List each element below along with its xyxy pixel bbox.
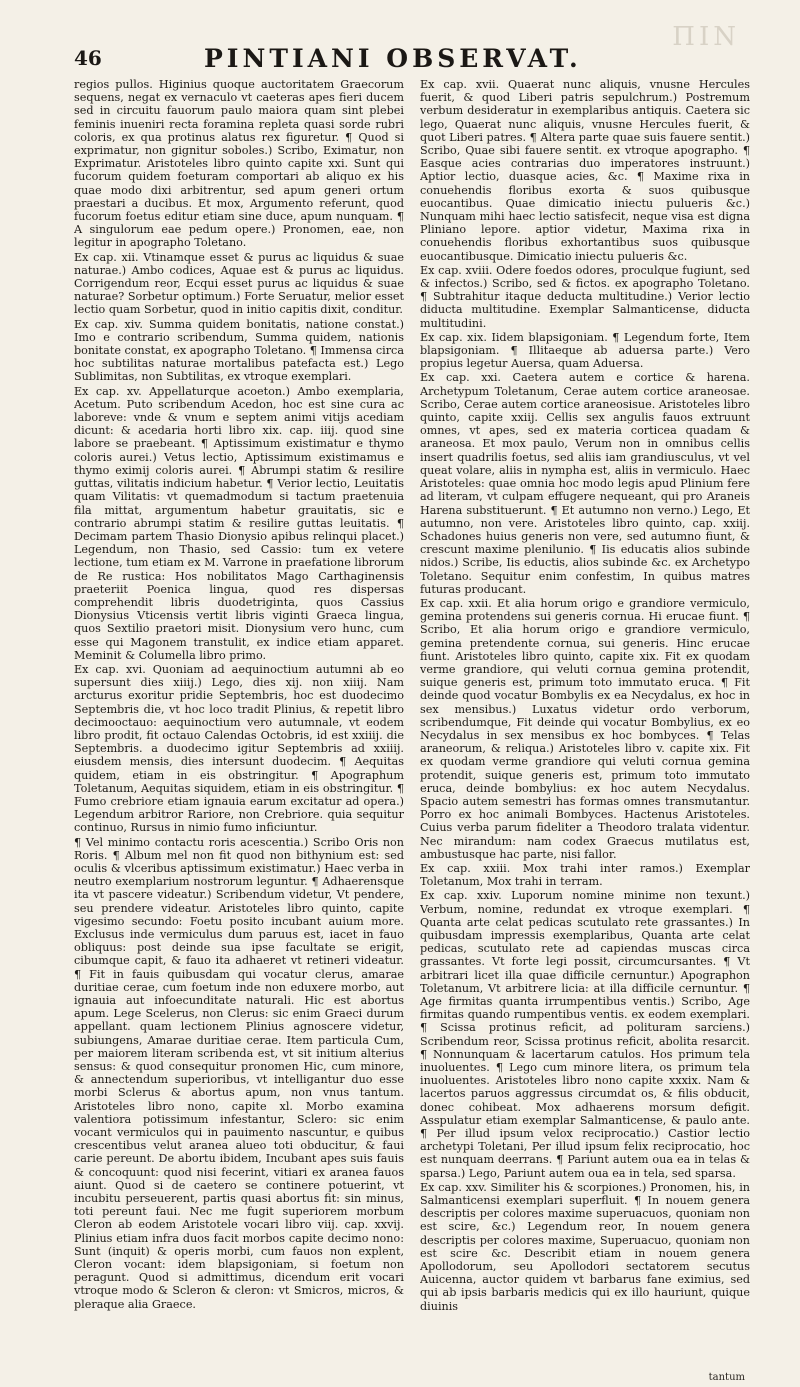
paragraph: Ex cap. xvi. Quoniam ad aequinoctium autumni ab eo supersunt dies xiiij.) Lego, dies xij. non xiiij. Nam arcturus exoritur pridie Septembris, hoc est duodecimo Septembris die, vt hoc loco tradit Plinius, & repetit libro decimooctauo: aequinoctium vero autumnale, vt eodem libro prodit, fit octauo Calendas Octobris, id est xxiiij. die Septembris. a duodecimo igitur Septembris ad xxiiij. eiusdem mensis, dies intersunt duodecim. ¶ Aequitas quidem, etiam in eis obstringitur. ¶ Apographum Toletanum, Aequitas siquidem, etiam in eis obstringitur. ¶ Fumo crebriore etiam ignauia earum excitatur ad opera.) Legendum arbitror Rariore, non Crebriore. quia sequitur continuo, Rursus in nimio fumo inficiuntur.: [74, 662, 404, 835]
paragraph: regios pullos. Higinius quoque auctoritatem Graecorum sequens, negat ex vernaculo vt caeteras apes fieri ducem sed in circuitu fauorum paulo maiora quam sint plebei feminis inueniri recta foramina repleta quasi sorde rubri coloris, ex qua protinus alatus rex figuretur. ¶ Quod si exprimatur, non gignitur soboles.) Scribo, Eximatur, non Exprimatur. Aristoteles libro quinto capite xxi. Sunt qui fucorum quidem foeturam comportari ab aliquo ex his quae modo dixi arbitrentur, sed apum generi ortum praestari a ducibus. Et mox, Argumento referunt, quod fucorum foetus editur etiam sine duce, apum nunquam. ¶ A singulorum eae pedum opere.) Pronomen, eae, non legitur in apographo Toletano.: [74, 78, 404, 250]
paragraph: Ex cap. xxiii. Mox trahi inter ramos.) Exemplar Toletanum, Mox trahi in terram.: [420, 861, 750, 889]
right-column: [420, 78, 750, 1374]
paragraph: Ex cap. xvii. Quaerat nunc aliquis, vnusne Hercules fuerit, & quod Liberi patris sepulchrum.) Postremum verbum desideratur in exemplaribus antiquis. Caetera sic lego, Quaerat nunc aliquis, vnusne Hercules fuerit, & quot Liberi patres. ¶ Altera parte quae suis fauere sentit.) Scribo, Quae sibi fauere sentit. ex vtroque apographo. ¶ Easque acies contrarias duo imperatores instruunt.) Aptior lectio, duasque acies, &c. ¶ Maxime rixa in conuehendis floribus exorta & suos quibusque euocantibus. Quae dimicatio iniectu pulueris &c.) Nunquam mihi haec lectio satisfecit, neque visa est digna Pliniano lepore. aptior videtur, Maxima rixa in conuehendis floribus exhortantibus suos quibusque euocantibusque. Dimicatio iniectu pulueris &c.: [420, 78, 750, 263]
paragraph: Ex cap. xv. Appellaturque acoeton.) Ambo exemplaria, Acetum. Puto scribendum Acedon, hoc est sine cura ac laboreve: vnde & vnum e septem animi vitijs acediam dicunt: & acedaria horti libro xix. cap. iiij. quod sine labore se praebeant. ¶ Aptissimum existimatur e thymo coloris aurei.) Vetus lectio, Aptissimum existimamus e thymo eximij coloris aurei. ¶ Abrumpi statim & resilire guttas, vilitatis indicium habetur. ¶ Verior lectio, Leuitatis quam Vilitatis: vt quemadmodum si tactum praetenuia fila mittat, argumentum habetur grauitatis, sic e contrario abrumpi statim & resilire guttas leuitatis. ¶ Decimam partem Thasio Dionysio apibus relinqui placet.) Legendum, non Thasio, sed Cassio: tum ex vetere lectione, tum etiam ex M. Varrone in praefatione librorum de Re rustica: Hos nobilitatos Mago Carthaginensis praeteriit Poenica lingua, quod res dispersas comprehendit libris duodetriginta, quos Cassius Dionysius Vticensis vertit libris viginti Graeca lingua, quos Sextilio praetori misit. Dionysium vero hunc, cum esse qui Magonem transtulit, ex indice etiam apparet. Meminit & Columella libro primo.: [74, 384, 404, 662]
paragraph: Ex cap. xix. Iidem blapsigoniam. ¶ Legendum forte, Item blapsigoniam. ¶ Illitaeque ab aduersa parte.) Vero propius legetur Auersa, quam Aduersa.: [420, 330, 750, 371]
paragraph: Ex cap. xiv. Summa quidem bonitatis, natione constat.) Imo e contrario scribendum, Summa quidem, nationis bonitate constat, ex apographo Toletano. ¶ Immensa circa hoc subtilitas naturae mortalibus patefacta est.) Lego Sublimitas, non Subtilitas, ex vtroque exemplari.: [74, 317, 404, 384]
paragraph: Ex cap. xii. Vtinamque esset & purus ac liquidus & suae naturae.) Ambo codices, Aquae est & purus ac liquidus. Corrigendum reor, Ecqui esset purus ac liquidus & suae naturae? Sorbetur optimum.) Forte Seruatur, melior esset lectio quam Sorbetur, quod in initio capitis dixit, conditur.: [74, 250, 404, 317]
bleed-through-text: ΠΙΝ: [672, 22, 740, 52]
paragraph: ¶ Vel minimo contactu roris acescentia.) Scribo Oris non Roris. ¶ Album mel non fit quod non bithynium est: sed oculis & vlceribus aptissimum existimatur.) Haec verba in neutro exemplarium nostrorum leguntur. ¶ Adhaerensque ita vt pascere videatur.) Scribendum videtur, Vt pendere, seu prendere videatur. Aristoteles libro quinto, capite vigesimo secundo: Foetu posito incubant auium more. Exclusus inde vermiculus dum paruus est, iacet in fauo obliquus: post deinde sua ipse facultate se erigit, cibumque capit, & fauo ita adhaeret vt retineri videatur. ¶ Fit in fauis quibusdam qui vocatur clerus, amarae duritiae cerae, cum foetum inde non eduxere morbo, aut ignauia aut infoecunditate naturali. Hic est abortus apum. Lege Scelerus, non Clerus: sic enim Graeci durum appellant. quam lectionem Plinius agnoscere videtur, subiungens, Amarae duritiae cerae. Item particula Cum, per maiorem literam scribenda est, vt sit initium alterius sensus: & quod consequitur pronomen Hic, cum minore, & annectendum superioribus, vt intelligantur duo esse morbi Sclerus & abortus apum, non vnus tantum. Aristoteles libro nono, capite xl. Morbo examina valentiora potissimum infestantur, Sclero: sic enim vocant vermiculos qui in pauimento nascuntur, e quibus crescentibus velut aranea alueo toti obducitur, & faui carie pereunt. De abortu ibidem, Incubant apes suis fauis & concoquunt: quod nisi fecerint, vitiari ex aranea fauos aiunt. Quod si de caetero se continere potuerint, vt incubitu perseuerent, partis quasi abortus fit: sin minus, toti pereunt faui. Nec me fugit superiorem morbum Cleron ab eodem Aristotele vocari libro viij. cap. xxvij. Plinius etiam infra duos facit morbos capite decimo nono: Sunt (inquit) & operis morbi, cum fauos non explent, Cleron vocant: idem blapsigoniam, si foetum non peragunt. Quod si admittimus, dicendum erit vocari vtroque modo & Scleron & cleron: vt Smicros, micros, & pleraque alia Graece.: [74, 835, 404, 1311]
paragraph: Ex cap. xviii. Odere foedos odores, proculque fugiunt, sed & infectos.) Scribo, sed & fictos. ex apographo Toletano. ¶ Subtrahitur itaque deducta multitudine.) Verior lectio diducta multitudine. Exemplar Salmanticense, diducta multitudini.: [420, 263, 750, 330]
paragraph: Ex cap. xxv. Similiter his & scorpiones.) Pronomen, his, in Salmanticensi exemplari superfluit. ¶ In nouem genera descriptis per colores maxime superuacuos, quoniam non est scire, &c.) Legendum reor, In nouem genera descriptis per colores maxime, Superuacuo, quoniam non est scire &c. Describit etiam in nouem genera Apollodorum, seu Apollodori sectatorem secutus Auicenna, auctor quidem vt barbarus fane eximius, sed qui ab ipsis barbaris medicis qui ex illo hauriunt, quique diuinis: [420, 1180, 750, 1313]
paragraph: Ex cap. xxiv. Luporum nomine minime non texunt.) Verbum, nomine, redundat ex vtroque exemplari. ¶ Quanta arte celat pedicas scutulato rete grassantes.) In quibusdam impressis exemplaribus, Quanta arte celat pedicas, scutulato rete ad capiendas muscas circa grassantes. Vt forte legi possit, circumcursantes. ¶ Vt arbitrari licet illa quae difficile cernuntur.) Apographon Toletanum, Vt arbitrere licia: at illa difficile cernuntur. ¶ Age firmitas quanta irrumpentibus ventis.) Scribo, Age firmitas quando rumpentibus ventis. ex eodem exemplari. ¶ Scissa protinus reficit, ad polituram sarciens.) Scribendum reor, Scissa protinus reficit, abolita resarcit. ¶ Nonnunquam & lacertarum catulos. Hos primum tela inuoluentes. ¶ Lego cum minore litera, os primum tela inuoluentes. Aristoteles libro nono capite xxxix. Nam & lacertos paruos aggressus circumdat os, & filis obducit, donec cohibeat. Mox adhaerens morsum defigit. Asspulatur etiam exemplar Salmanticense, & paulo ante. ¶ Per illud ipsum velox reciprocatio.) Castior lectio archetypi Toletani, Per illud ipsum felix reciprocatio, hoc est nunquam deerrans. ¶ Pariunt autem oua ea in telas & sparsa.) Lego, Pariunt autem oua ea in tela, sed sparsa.: [420, 889, 750, 1180]
page-number: 46: [74, 46, 102, 70]
paragraph: Ex cap. xxi. Caetera autem e cortice & harena. Archetypum Toletanum, Cerae autem cortice araneosae. Scribo, Cerae autem cortice araneosisue. Aristoteles libro quinto, capite xxiij. Cellis sex angulis fauos extruunt omnes, vt apes, sed ex materia corticea quadam & araneosa. Et mox paulo, Verum non in omnibus cellis insert quadrilis foetus, sed aliis iam grandiusculus, vt vel queat volare, aliis in nympha est, aliis in vermiculo. Haec Aristoteles: quae omnia hoc modo legis apud Plinium fere ad literam, vt culpam effugere nequeant, qui pro Araneis Harena substituerunt. ¶ Et autumno non verno.) Lego, Et autumno, non vere. Aristoteles libro quinto, cap. xxiij. Schadones huius generis non vere, sed autumno fiunt, & crescunt maxime plenilunio. ¶ Iis educatis alios subinde nidos.) Scribe, Iis eductis, alios subinde &c. ex Archetypo Toletano. Sequitur enim confestim, In quibus matres futuras producant.: [420, 371, 750, 596]
catchword: tantum: [708, 1372, 745, 1383]
page-header: [74, 44, 730, 78]
left-column: [74, 78, 404, 1374]
running-head: PINTIANI OBSERVAT.: [204, 44, 582, 73]
paragraph: Ex cap. xxii. Et alia horum origo e grandiore vermiculo, gemina protendens sui generis cornua. Hi erucae fiunt. ¶ Scribo, Et alia horum origo e grandiore vermiculo, gemina pretendente cornua, sui generis. Hinc erucae fiunt. Aristoteles libro quinto, capite xix. Fit ex quodam verme grandiore, qui veluti cornua gemina protendit, suique generis est, primum toto immutato eruca. ¶ Fit deinde quod vocatur Bombylis ex ea Necydalus, ex hoc in sex mensibus.) Luxatus videtur ordo verborum, scribendumque, Fit deinde qui vocatur Bombylius, ex eo Necydalus in sex mensibus ex hoc bombyces. ¶ Telas araneorum, & reliqua.) Aristoteles libro v. capite xix. Fit ex quodam verme grandiore qui veluti cornua gemina protendit, suique generis est, primum toto immutato eruca, deinde bombylius: ex hoc autem Necydalus. Spacio autem semestri has formas omnes transmutantur. Porro ex hoc animali Bombyces. Hactenus Aristoteles. Cuius verba parum fideliter a Theodoro tralata videntur. Nec mirandum: nam codex Graecus mutilatus est, ambustusque hac parte, nisi fallor.: [420, 596, 750, 861]
text-columns: [74, 78, 750, 1374]
